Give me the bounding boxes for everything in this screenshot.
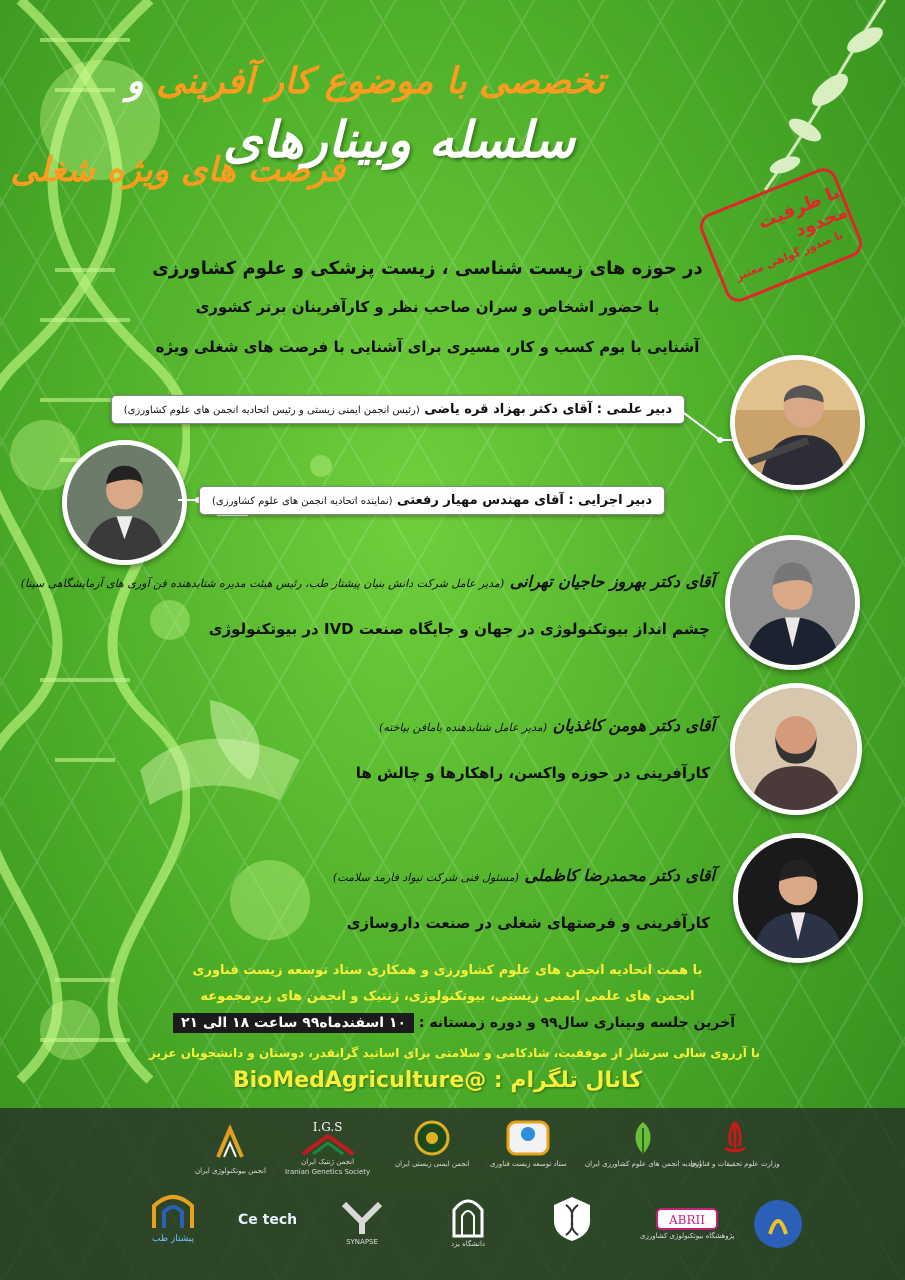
logo-biotech-council: ستاد توسعه زیست فناوری <box>490 1118 567 1168</box>
intro-line-2: با حضور اشخاص و سران صاحب نظر و کارآفرینان برتر کشوری <box>195 298 660 316</box>
logo-synapse: SYNAPSE <box>340 1200 384 1246</box>
igs-logo-icon <box>298 1134 358 1156</box>
wishes-line: با آرزوی سالی سرشار از موفقیت، شادکامی و سلامتی برای اساتید گرانقدر، دوستان و دانشجویان عزیز <box>149 1046 760 1060</box>
svg-text:ABRII: ABRII <box>669 1213 706 1227</box>
speaker-1-topic: چشم انداز بیوتکنولوژی در جهان و جایگاه صنعت IVD در بیوتکنولوژی <box>208 620 710 638</box>
title-line-3: فرصت های ویژه شغلی <box>10 150 345 190</box>
biotech-society-logo-icon <box>210 1125 250 1165</box>
biosafety-logo-icon <box>412 1118 452 1158</box>
logo-agri-union: اتحادیه انجمن های علوم کشاورزی ایران <box>585 1118 701 1168</box>
logo-biotech-society: انجمن بیوتکنولوژی ایران <box>195 1125 266 1175</box>
blue-circle-logo-icon <box>752 1198 804 1250</box>
executive-secretary-label: دبیر اجرایی : آقای مهندس مهیار رفعتی (نماینده اتحادیه انجمن های علوم کشاورزی) <box>199 486 665 515</box>
university-logo-icon <box>448 1192 488 1238</box>
avatar-speaker-3 <box>733 833 863 963</box>
logo-dna-shield <box>550 1195 594 1245</box>
intro-line-3: آشنایی با بوم کسب و کار، مسیری برای آشنایی با فرصت های شغلی ویژه <box>155 338 700 356</box>
speaker-2-topic: کارآفرینی در حوزه واکسن، راهکارها و چالش ها <box>355 764 710 782</box>
scientific-secretary-label: دبیر علمی : آقای دکتر بهزاد قره یاضی (رئیس انجمن ایمنی زیستی و رئیس اتحادیه انجمن های علوم کشاورزی) <box>111 395 685 424</box>
intro-line-1: در حوزه های زیست شناسی ، زیست پزشکی و علوم کشاورزی <box>152 258 703 279</box>
bokeh-circle <box>40 1000 100 1060</box>
title-line-1: تخصصی با موضوع کار آفرینی و <box>126 60 605 102</box>
speaker-3-topic: کارآفرینی و فرصتهای شغلی در صنعت داروسازی <box>346 914 710 932</box>
pishtaz-logo-icon <box>148 1192 198 1232</box>
avatar-executive-secretary <box>62 440 187 565</box>
logo-blue-circle <box>752 1198 804 1252</box>
cetech-logo-icon: Ce tech <box>238 1212 298 1228</box>
book-leaf-decoration <box>130 690 310 810</box>
support-line-1: با همت اتحادیه انجمن های علوم کشاورزی و همکاری ستاد توسعه زیست فناوری <box>192 963 703 978</box>
avatar-speaker-1 <box>725 535 860 670</box>
logo-science-ministry: وزارت علوم تحقیقات و فناوری <box>690 1118 780 1168</box>
speaker-1-name: آقای دکتر بهروز حاجیان تهرانی (مدیر عامل شرکت دانش بنیان پیشتاز طب، رئیس هیئت مدیره شتابدهنده فن آوری های آزمایشگاهی سینا) <box>20 572 715 591</box>
limited-capacity-stamp: با ظرفیت محدود با صدور گواهی معتبر <box>696 164 867 306</box>
leaf-logo-icon <box>623 1118 663 1158</box>
logo-cetech <box>238 1212 297 1230</box>
bokeh-circle <box>230 860 310 940</box>
avatar-speaker-2 <box>730 683 862 815</box>
title-line-2: سلسله وبینارهای <box>222 110 575 169</box>
speaker-3-name: آقای دکتر محمدرضا کاظملی (مسئول فنی شرکت نیواد فارمد سلامت) <box>333 866 715 885</box>
logo-abrii: ABRII پژوهشگاه بیوتکنولوژی کشاورزی <box>640 1208 734 1240</box>
telegram-channel-link[interactable]: کانال تلگرام : @BioMedAgriculture <box>232 1068 643 1093</box>
logo-genetics-society: I.G.S انجمن ژنتیک ایران Iranian Genetics Society <box>285 1120 371 1176</box>
logo-pishtaz-teb: پیشتاز طب <box>148 1192 198 1244</box>
synapse-logo-icon <box>340 1200 384 1236</box>
iran-emblem-icon <box>715 1118 755 1158</box>
abrii-logo-icon <box>656 1208 718 1230</box>
logo-yazd-university: دانشگاه یزد <box>448 1192 488 1248</box>
biotech-council-logo-icon <box>505 1118 551 1158</box>
logo-biosafety-society: انجمن ایمنی زیستی ایران <box>395 1118 470 1168</box>
support-line-2: انجمن های علمی ایمنی زیستی، بیوتکنولوژی، ژنتیک و انجمن های زیرمجموعه <box>200 989 695 1004</box>
speaker-2-name: آقای دکتر هومن کاغذیان (مدیر عامل شتابدهنده بامافن بیاخته) <box>379 716 715 735</box>
session-date: ۱۰ اسفندماه۹۹ ساعت ۱۸ الی ۲۱ <box>173 1013 414 1033</box>
last-session-line: آخرین جلسه وبیناری سال۹۹ و دوره زمستانه : ۱۰ اسفندماه۹۹ ساعت ۱۸ الی ۲۱ <box>173 1015 735 1031</box>
bokeh-circle <box>150 600 190 640</box>
avatar-scientific-secretary <box>730 355 865 490</box>
dna-shield-logo-icon <box>550 1195 594 1243</box>
bokeh-circle <box>310 455 332 477</box>
